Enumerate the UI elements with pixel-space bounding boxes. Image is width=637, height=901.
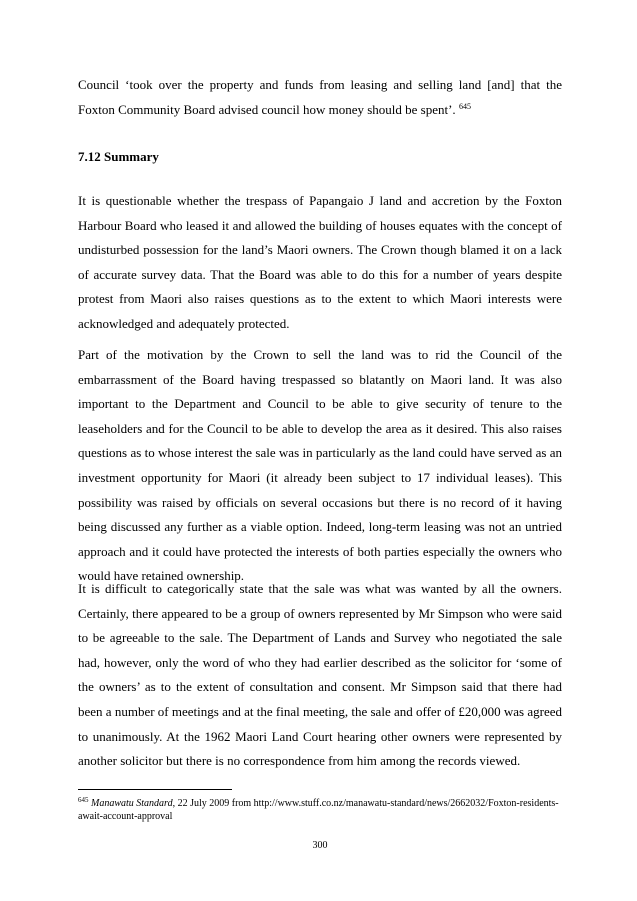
footnote-number: 645 — [78, 796, 89, 804]
footnote-divider — [78, 789, 232, 790]
footnote-text: , 22 July 2009 from http://www.stuff.co.nz/manawatu-standard/news/2662032/Foxton-residents-await-account-approval — [78, 798, 559, 822]
summary-paragraph-3: It is difficult to categorically state that the sale was what was wanted by all the owners. Certainly, there appeared to be a group of owners represented by Mr Simpson who were said to be agreeable to the sale. The Department of Lands and Survey who negotiated the sale had, however, only the word of who they had earlier described as the solicitor for ‘some of the owners’ as to the extent of consultation and consent. Mr Simpson said that there had been a number of meetings and at the final meeting, the sale and offer of £20,000 was agreed to unanimously. At the 1962 Maori Land Court hearing other owners were represented by another solicitor but there is no correspondence from him among the records viewed. — [78, 581, 562, 769]
footnote — [78, 797, 562, 823]
summary-paragraph-1: It is questionable whether the trespass of Papangaio J land and accretion by the Foxton Harbour Board who leased it and allowed the building of houses equates with the concept of undisturbed possession for the land’s Maori owners. The Crown though blamed it on a lack of accurate survey data. That the Board was able to do this for a number of years despite protest from Maori also raises questions as to the extent to which Maori interests were acknowledged and adequately protected. — [78, 193, 562, 331]
intro-text: Council ‘took over the property and funds from leasing and selling land [and] that the Foxton Community Board advised council how money should be spent’. — [78, 77, 562, 117]
footnote-reference: 645 — [458, 101, 471, 111]
intro-paragraph — [78, 73, 562, 122]
page-number: 300 — [312, 840, 328, 851]
section-heading: 7.12 Summary — [78, 149, 159, 164]
footnote-source-title: Manawatu Standard — [91, 798, 173, 809]
summary-paragraph-2: Part of the motivation by the Crown to sell the land was to rid the Council of the embarrassment of the Board having trespassed so blatantly on Maori land. It was also important to the Department and Council to be able to give security of tenure to the leaseholders and for the Council to be able to develop the area as it desired. This also raises questions as to whose interest the sale was in particularly as the land could have served as an investment opportunity for Maori (it already been subject to 17 individual leases). This possibility was raised by officials on several occasions but there is no record of it having being discussed any further as a viable option. Indeed, long-term leasing was not an untried approach and it could have protected the interests of both parties especially the owners who would have retained ownership. — [78, 347, 562, 584]
